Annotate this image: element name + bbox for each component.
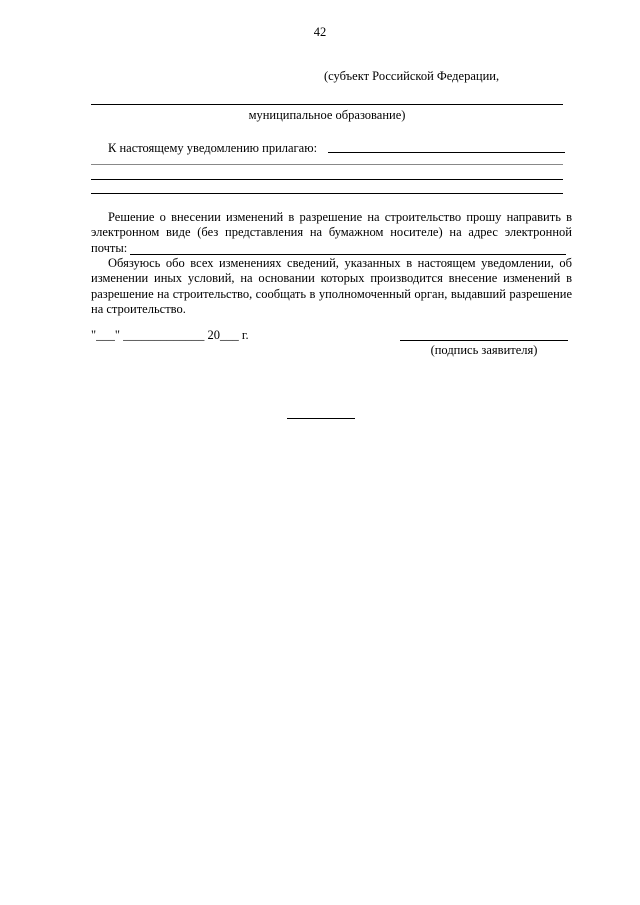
delivery-paragraph: Решение о внесении изменений в разрешение на строительство прошу направить в электронном виде (без представления на бумажном носителе) на адрес электронной почты: [91,210,572,255]
attachments-line-3 [91,179,563,180]
attachments-line-4 [91,193,563,194]
applicant-region-line [91,104,563,105]
municipal-caption: муниципальное образование) [248,108,406,122]
attachments-line-2 [91,164,563,165]
attachments-line-1 [328,152,565,153]
signature-line [400,340,568,341]
subject-caption: (субъект Российской Федерации, [324,69,500,83]
attachments-label: К настоящему уведомлению прилагаю: [108,141,318,155]
end-of-form-divider [287,418,355,419]
obligation-paragraph: Обязуюсь обо всех изменениях сведений, указанных в настоящем уведомлении, об изменении иных условий, на основании которых производится внесение изменений в разрешение на строительство, сообщать в уполномоченный орган, выдавший разрешение на строительство. [91,256,572,316]
email-field-line [130,254,566,255]
date-field: "___" _____________ 20___ г. [91,328,249,342]
signature-caption: (подпись заявителя) [430,343,538,357]
page-number: 42 [313,25,327,39]
